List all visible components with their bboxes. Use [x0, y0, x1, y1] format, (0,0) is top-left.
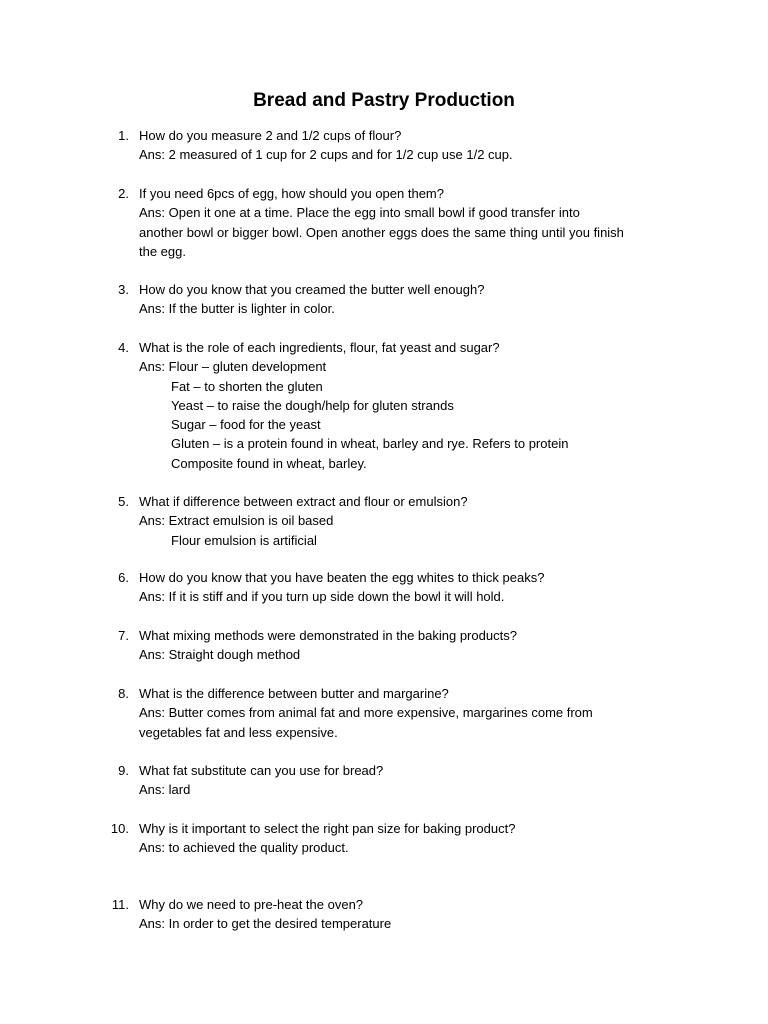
question-number: 4.: [118, 340, 129, 355]
answer-line: Ans: If the butter is lighter in color.: [139, 301, 335, 317]
answer-line: Ans: Straight dough method: [139, 647, 301, 663]
question-number: 2.: [118, 186, 129, 201]
question-text: How do you know that you have beaten the egg whites to thick peaks?: [139, 570, 545, 585]
answer-line: Ans: Flour – gluten development: [139, 359, 327, 375]
answer-line: Ans: If it is stiff and if you turn up side down the bowl it will hold.: [139, 589, 505, 605]
answer-sub-line: Gluten – is a protein found in wheat, barley and rye. Refers to protein: [171, 436, 569, 452]
answer-line: Ans: Butter comes from animal fat and more expensive, margarines come from: [139, 705, 593, 721]
answer-line: vegetables fat and less expensive.: [139, 724, 338, 740]
question-text: What is the role of each ingredients, flour, fat yeast and sugar?: [139, 340, 500, 355]
question-number: 9.: [118, 763, 129, 778]
answer-line: the egg.: [139, 243, 186, 259]
question-text: What fat substitute can you use for bread?: [139, 763, 384, 778]
question-number: 3.: [118, 282, 129, 297]
question-text: How do you measure 2 and 1/2 cups of flour?: [139, 128, 402, 143]
question-number: 6.: [118, 570, 129, 585]
answer-line: Ans: to achieved the quality product.: [139, 840, 349, 856]
document-title: Bread and Pastry Production: [253, 90, 515, 111]
answer-line: Ans: Open it one at a time. Place the egg into small bowl if good transfer into: [139, 205, 580, 221]
question-number: 11.: [111, 897, 129, 912]
answer-line: Ans: lard: [139, 782, 191, 798]
answer-line: another bowl or bigger bowl. Open another eggs does the same thing until you finish: [139, 224, 624, 240]
question-text: What mixing methods were demonstrated in the baking products?: [139, 628, 517, 643]
question-text: If you need 6pcs of egg, how should you open them?: [139, 186, 444, 201]
answer-line: Ans: Extract emulsion is oil based: [139, 513, 334, 529]
answer-sub-line: Fat – to shorten the gluten: [171, 378, 323, 394]
question-number: 10.: [110, 821, 129, 836]
question-number: 1.: [118, 128, 129, 143]
question-number: 7.: [118, 628, 129, 643]
question-text: Why do we need to pre-heat the oven?: [139, 897, 364, 912]
answer-line: Ans: 2 measured of 1 cup for 2 cups and for 1/2 cup use 1/2 cup.: [139, 147, 513, 163]
answer-sub-line: Yeast – to raise the dough/help for gluten strands: [171, 397, 454, 413]
question-text: What if difference between extract and flour or emulsion?: [139, 494, 468, 509]
question-number: 5.: [118, 494, 129, 509]
question-text: Why is it important to select the right pan size for baking product?: [139, 821, 516, 836]
answer-sub-line: Sugar – food for the yeast: [171, 417, 321, 433]
answer-sub-line: Flour emulsion is artificial: [171, 532, 317, 548]
answer-sub-line: Composite found in wheat, barley.: [171, 455, 367, 471]
question-text: What is the difference between butter and margarine?: [139, 686, 449, 701]
answer-line: Ans: In order to get the desired temperature: [139, 916, 392, 932]
question-number: 8.: [118, 686, 129, 701]
question-text: How do you know that you creamed the butter well enough?: [139, 282, 485, 297]
